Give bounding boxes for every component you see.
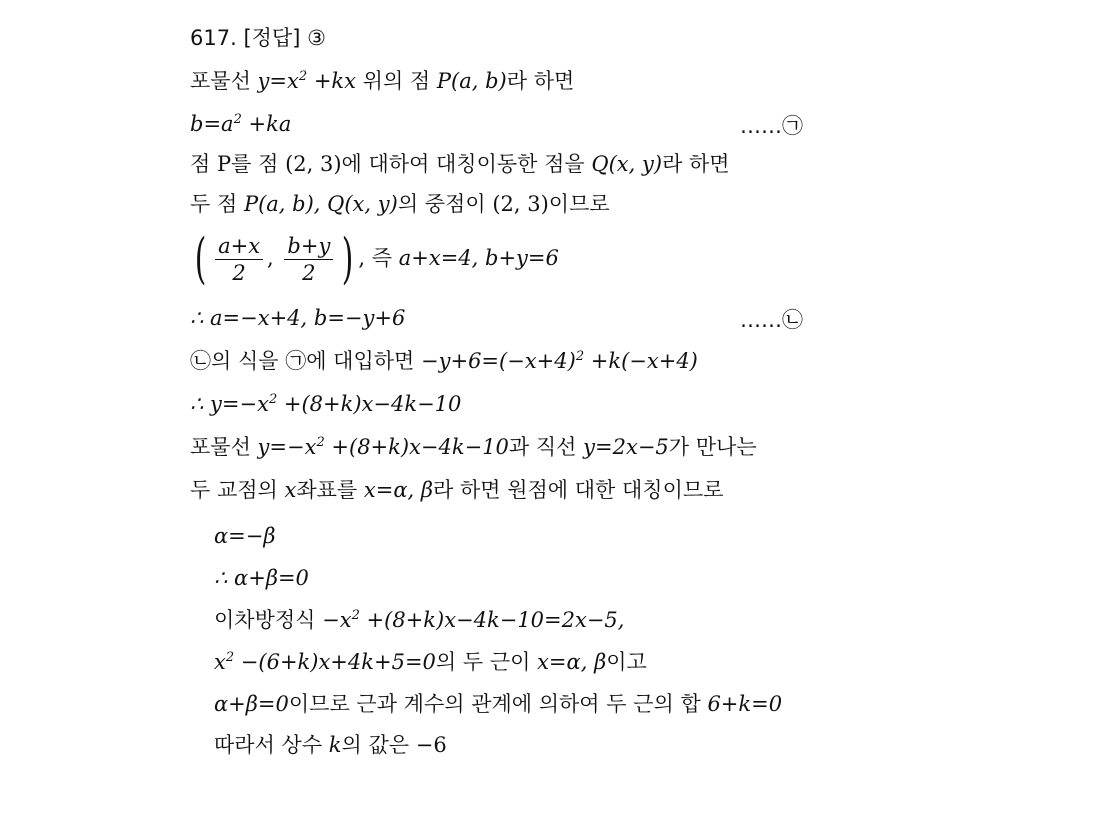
line-equation: y=2x−5 — [583, 435, 669, 459]
text: 위의 점 — [362, 69, 431, 93]
variable-k: k — [328, 733, 342, 757]
equation-1: $b=a^2 +ka$ — [190, 112, 292, 136]
denominator: 2 — [302, 260, 316, 285]
text: 라 하면 — [662, 152, 730, 176]
text: 두 교점의 — [190, 478, 278, 502]
line-5-midpoint: ( $\frac{a+x}{2}$ , $\frac{b+y}{2}$ ) , 즉 a+x=4, b+y=6 — [194, 227, 559, 290]
variable-x: x — [284, 478, 297, 502]
result-parabola: ∴ $y=-x^2 +(8+k)x-4k-10$ — [190, 392, 462, 416]
numerator: b+y — [284, 233, 333, 260]
parabola-equation: $y=-x^2 +(8+k)x-4k-10$ — [257, 435, 509, 459]
text: 이고 — [606, 650, 647, 674]
text: 가 만나는 — [668, 435, 757, 459]
text: 두 점 — [190, 192, 238, 216]
line-7 — [190, 347, 698, 375]
point-q: Q(x, y) — [327, 192, 398, 216]
line-15 — [214, 690, 782, 718]
text: 포물선 — [190, 435, 251, 459]
line-14 — [214, 648, 647, 676]
roots: x=α, β — [537, 650, 607, 674]
line-2 — [190, 110, 291, 138]
point-p: P — [216, 152, 232, 176]
line-3 — [190, 150, 730, 178]
text: 를 점 — [231, 152, 279, 176]
text: 과 직선 — [508, 435, 577, 459]
right-paren: ) — [342, 227, 354, 290]
line-16-conclusion — [214, 731, 447, 759]
text: 의 값은 — [341, 733, 410, 757]
text: 좌표를 — [296, 478, 358, 502]
alpha-beta-relation: α=−β — [214, 524, 276, 548]
numerator: a+x — [215, 233, 263, 260]
text: 포물선 — [190, 69, 251, 93]
text: 이차방정식 — [214, 608, 316, 632]
fraction-2 — [284, 233, 333, 286]
solution-header — [190, 24, 326, 52]
point-q: Q(x, y) — [591, 152, 663, 176]
line-4 — [190, 190, 610, 218]
line-10 — [190, 476, 723, 504]
fraction-1 — [215, 233, 263, 286]
answer-value: ③ — [307, 26, 326, 50]
line-9 — [190, 433, 757, 461]
line-11 — [214, 522, 276, 550]
denominator: 2 — [232, 260, 246, 285]
text: 이므로 — [548, 192, 610, 216]
text: 점 — [190, 152, 211, 176]
final-answer: −6 — [415, 733, 447, 757]
center-point: (2, 3) — [285, 152, 342, 176]
line-12 — [214, 564, 309, 592]
line-6 — [190, 304, 405, 332]
text: ㉡의 식을 ㉠에 대입하면 — [190, 349, 415, 373]
point-p: P(a, b) — [436, 69, 507, 93]
midpoint-equation: a+x=4, b+y=6 — [398, 246, 559, 270]
point-p: P(a, b), — [243, 192, 321, 216]
parabola-equation: $y=x^2 +kx$ — [257, 69, 356, 93]
text: 의 두 근이 — [435, 650, 531, 674]
text: 라 하면 원점에 대한 대칭이므로 — [433, 478, 724, 502]
problem-number: 617. — [190, 26, 237, 50]
left-paren: ( — [194, 227, 207, 290]
equation-2: ∴ a=−x+4, b=−y+6 — [190, 306, 406, 330]
equation-marker-2: ……㉡ — [740, 308, 803, 332]
equation-marker-1: ……㉠ — [740, 114, 803, 138]
quadratic-equation: $-x^2 +(8+k)x-4k-10=2x-5$, — [322, 608, 625, 632]
text: 라 하면 — [506, 69, 575, 93]
text: 따라서 상수 — [214, 733, 323, 757]
text: 이므로 근과 계수의 관계에 의하여 두 근의 합 — [288, 692, 701, 716]
intersection-coords: x=α, β — [363, 478, 434, 502]
answer-label: [정답] — [243, 26, 301, 50]
line-8 — [190, 390, 461, 418]
quadratic-standard-form: $x^2 -(6+k)x+4k+5=0$ — [214, 650, 436, 674]
text: 의 중점이 — [397, 192, 486, 216]
line-1 — [190, 67, 574, 95]
line-13 — [214, 606, 624, 634]
alpha-beta-sum: α+β=0 — [214, 692, 289, 716]
alpha-beta-sum: ∴ α+β=0 — [214, 566, 309, 590]
text: 에 대하여 대칭이동한 점을 — [341, 152, 585, 176]
vieta-equation: 6+k=0 — [707, 692, 783, 716]
substituted-equation: $-y+6=(-x+4)^2 +k(-x+4)$ — [421, 349, 698, 373]
center-point: (2, 3) — [492, 192, 549, 216]
text: 즉 — [371, 246, 393, 270]
